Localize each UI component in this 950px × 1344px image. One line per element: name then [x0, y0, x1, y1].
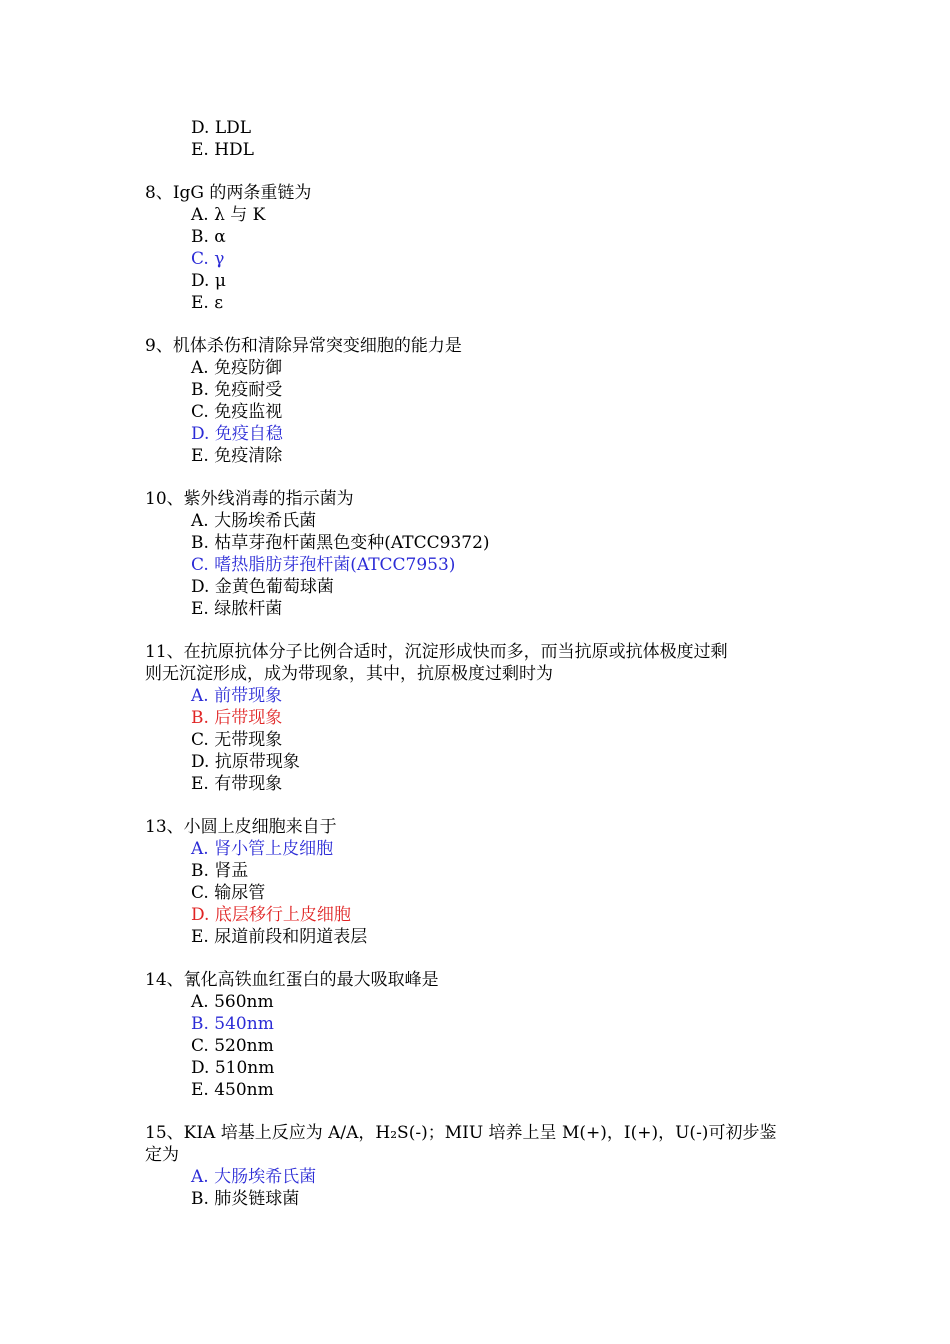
question-text: 10、紫外线消毒的指示菌为: [145, 489, 354, 509]
answer-option: E. 有带现象: [191, 774, 283, 794]
question-text: 8、IgG 的两条重链为: [145, 183, 312, 203]
question-text: 则无沉淀形成，成为带现象，其中，抗原极度过剩时为: [145, 664, 553, 684]
answer-option: C. 输尿管: [191, 883, 266, 903]
answer-option: E. ε: [191, 293, 224, 313]
question-text: 14、氰化高铁血红蛋白的最大吸取峰是: [145, 970, 439, 990]
answer-option: B. 肾盂: [191, 861, 249, 881]
answer-option: D. 底层移行上皮细胞: [191, 905, 351, 925]
answer-option: A. 大肠埃希氏菌: [191, 1167, 317, 1187]
answer-option: A. λ 与 K: [191, 205, 266, 225]
question-text: 15、KIA 培基上反应为 A/A，H₂S(-)；MIU 培养上呈 M(+)，I(+)，U(-)可初步鉴: [145, 1123, 777, 1143]
answer-option: B. 后带现象: [191, 708, 283, 728]
answer-option: A. 前带现象: [191, 686, 283, 706]
answer-option: B. 540nm: [191, 1014, 274, 1034]
answer-option: E. 450nm: [191, 1080, 274, 1100]
answer-option: C. γ: [191, 249, 225, 269]
answer-option: D. 抗原带现象: [191, 752, 300, 772]
answer-option: D. 金黄色葡萄球菌: [191, 577, 334, 597]
answer-option: B. α: [191, 227, 226, 247]
answer-option: E. 绿脓杆菌: [191, 599, 283, 619]
answer-option: E. 尿道前段和阴道表层: [191, 927, 368, 947]
answer-option: B. 枯草芽孢杆菌黑色变种(ATCC9372): [191, 533, 490, 553]
answer-option: A. 560nm: [191, 992, 274, 1012]
answer-option: A. 肾小管上皮细胞: [191, 839, 334, 859]
answer-option: C. 嗜热脂肪芽孢杆菌(ATCC7953): [191, 555, 456, 575]
answer-option: E. 免疫清除: [191, 446, 283, 466]
answer-option: D. LDL: [191, 118, 252, 138]
answer-option: B. 免疫耐受: [191, 380, 283, 400]
answer-option: C. 免疫监视: [191, 402, 283, 422]
question-text: 13、小圆上皮细胞来自于: [145, 817, 337, 837]
answer-option: D. 免疫自稳: [191, 424, 283, 444]
answer-option: D. μ: [191, 271, 226, 291]
question-text: 9、机体杀伤和清除异常突变细胞的能力是: [145, 336, 462, 356]
answer-option: C. 520nm: [191, 1036, 274, 1056]
answer-option: E. HDL: [191, 140, 254, 160]
answer-option: D. 510nm: [191, 1058, 275, 1078]
answer-option: A. 大肠埃希氏菌: [191, 511, 317, 531]
answer-option: C. 无带现象: [191, 730, 283, 750]
question-text: 11、在抗原抗体分子比例合适时，沉淀形成快而多，而当抗原或抗体极度过剩: [145, 642, 728, 662]
answer-option: B. 肺炎链球菌: [191, 1189, 300, 1209]
question-text: 定为: [145, 1145, 179, 1165]
answer-option: A. 免疫防御: [191, 358, 283, 378]
